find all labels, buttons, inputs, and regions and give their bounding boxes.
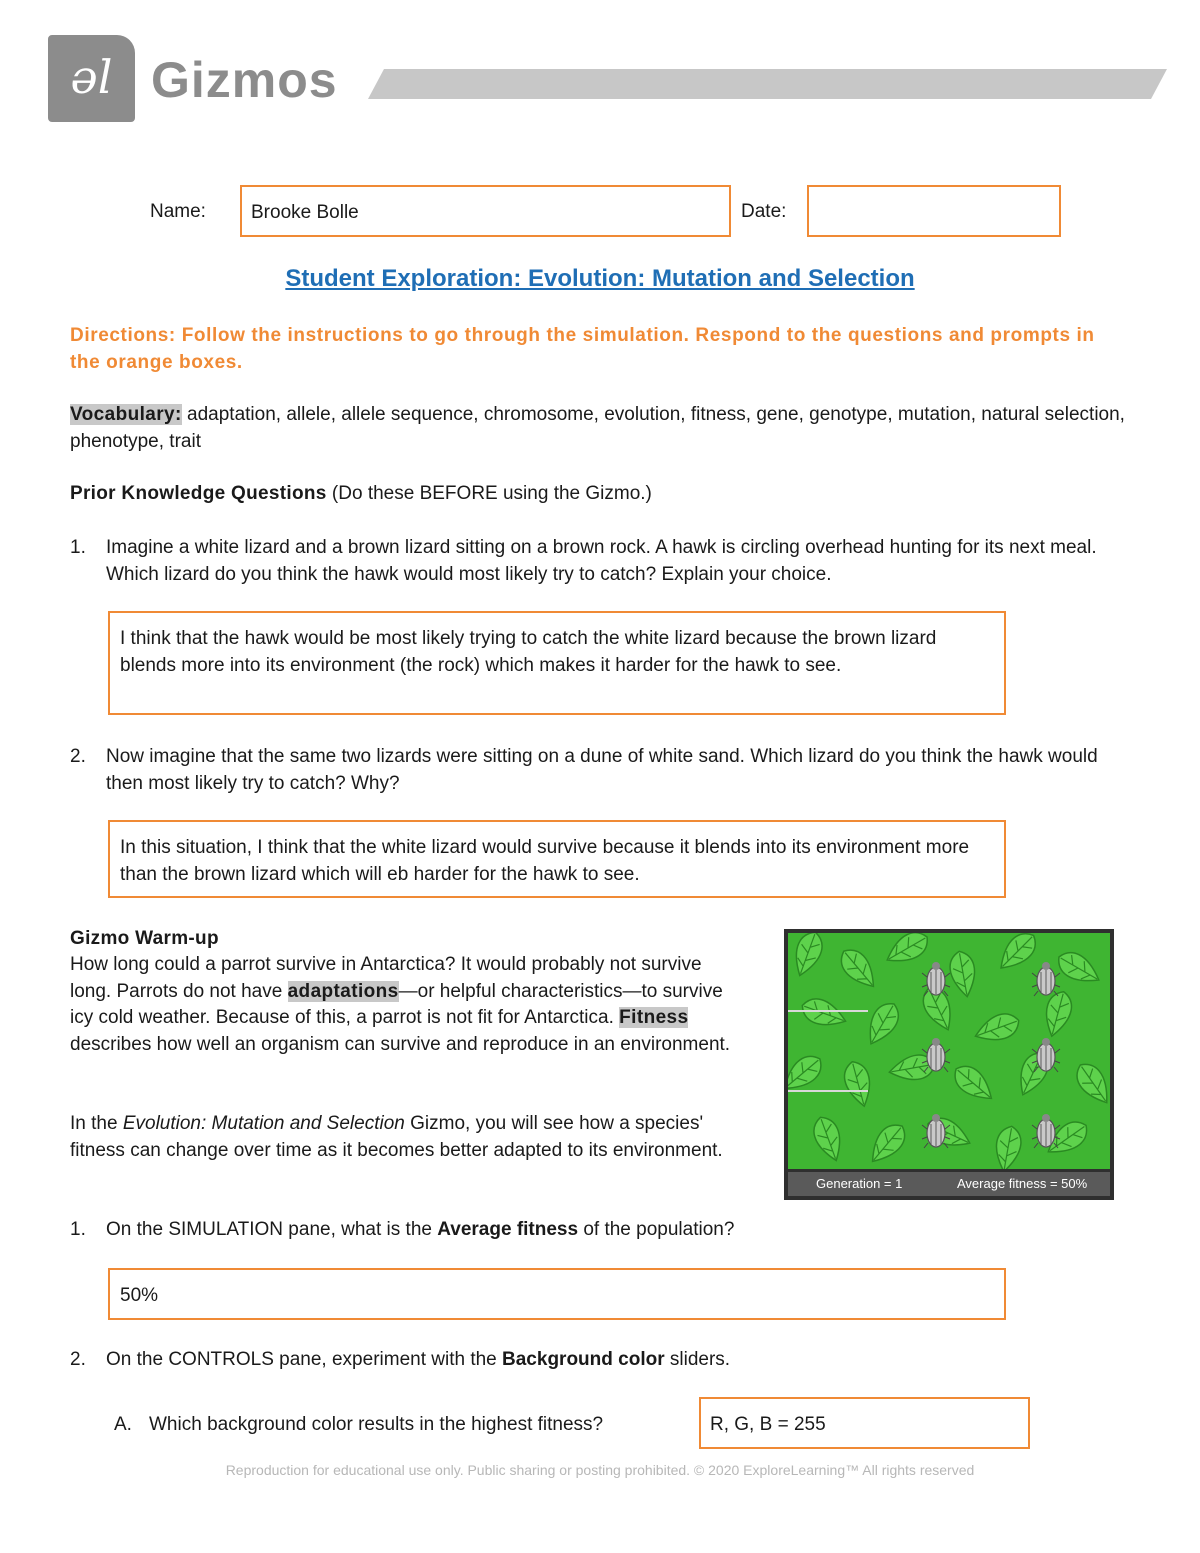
- header-bar: [368, 69, 1167, 99]
- answer-text: R, G, B = 255: [710, 1414, 826, 1435]
- question-number: 1.: [70, 1219, 86, 1240]
- question-text: [106, 1347, 1106, 1374]
- generation-readout: Generation = 1: [816, 1176, 903, 1191]
- sub-question-text: Which background color results in the highest fitness?: [149, 1414, 604, 1435]
- average-fitness-readout: Average fitness = 50%: [957, 1176, 1088, 1191]
- name-label: Name:: [150, 201, 206, 222]
- gizmo-name: Evolution: Mutation and Selection: [122, 1113, 405, 1134]
- answer-box[interactable]: [108, 1268, 1006, 1320]
- answer-box[interactable]: [108, 611, 1006, 715]
- question-text: Now imagine that the same two lizards were sitting on a dune of white sand. Which lizard do you think the hawk would then most likely try to catch? Why?: [106, 746, 1098, 794]
- warmup-text: How long could a parrot survive in Antarctica? It would probably not survive long. Parrots do not have: [70, 954, 702, 1002]
- copyright-footer: Reproduction for educational use only. Public sharing or posting prohibited. © 2020 ExploreLearning™ All rights reserved: [225, 1462, 975, 1478]
- simulation-background: [788, 933, 1110, 1169]
- explorelearning-logo: [48, 35, 135, 122]
- answer-text: I think that the hawk would be most likely trying to catch the white lizard because the brown lizard blends more into its environment (the rock) which makes it harder for the hawk to see.: [120, 628, 937, 676]
- warmup-text: —or helpful characteristics—to survive icy cold weather. Because of this, a parrot is not fit for Antarctica.: [70, 980, 723, 1028]
- term-fitness: Fitness: [619, 1007, 689, 1028]
- question-text: [106, 1217, 1106, 1244]
- answer-box[interactable]: [699, 1397, 1030, 1449]
- warmup-text: Gizmo, you will see how a species' fitness can change over time as it becomes better adapted to its environment.: [70, 1113, 723, 1161]
- date-label: Date:: [741, 201, 787, 222]
- date-field[interactable]: [807, 185, 1061, 237]
- warmup-paragraph-2: [70, 1111, 730, 1164]
- name-field[interactable]: [240, 185, 731, 237]
- prior-knowledge-heading: [70, 481, 1130, 508]
- simulation-status-bar: [788, 1172, 1110, 1196]
- name-value: Brooke Bolle: [251, 202, 359, 223]
- question-number: 2.: [70, 1349, 86, 1370]
- simulation-screenshot: [784, 929, 1114, 1200]
- question-emphasis: Average fitness: [437, 1219, 579, 1240]
- question-text: Imagine a white lizard and a brown lizard sitting on a brown rock. A hawk is circling overhead hunting for its next meal. Which lizard do you think the hawk would most likely try to catch? Explain your choice.: [106, 537, 1097, 585]
- question-emphasis: Background color: [502, 1349, 665, 1370]
- sub-question-letter: A.: [114, 1414, 132, 1435]
- question-part: On the SIMULATION pane, what is the: [106, 1219, 438, 1240]
- term-adaptations: adaptations: [287, 980, 399, 1002]
- page-title: Student Exploration: Evolution: Mutation and Selection: [285, 265, 915, 292]
- prior-note: (Do these BEFORE using the Gizmo.): [326, 483, 652, 504]
- question-number: 1.: [70, 537, 86, 558]
- question-part: On the CONTROLS pane, experiment with the: [106, 1349, 503, 1370]
- answer-box[interactable]: [108, 820, 1006, 898]
- logo-glyph: əl: [70, 50, 113, 104]
- warmup-text: In the: [70, 1113, 123, 1134]
- question-part: of the population?: [578, 1219, 735, 1240]
- warmup-heading: Gizmo Warm-up: [70, 928, 219, 949]
- leaf-pattern: [788, 933, 1110, 1169]
- directions: Directions: Follow the instructions to go through the simulation. Respond to the questions and prompts in the orange boxes.: [70, 325, 1095, 373]
- warmup-paragraph-1: [70, 952, 740, 1058]
- brand-name: Gizmos: [151, 52, 338, 108]
- vocabulary-label: Vocabulary:: [70, 404, 182, 425]
- question-number: 2.: [70, 746, 86, 767]
- vocabulary-text: adaptation, allele, allele sequence, chromosome, evolution, fitness, gene, genotype, mutation, natural selection, phenotype, trait: [70, 404, 1125, 452]
- answer-text: In this situation, I think that the white lizard would survive because it blends into its environment more than the brown lizard which will eb harder for the hawk to see.: [120, 837, 970, 885]
- vocabulary: [70, 402, 1130, 455]
- warmup-text: describes how well an organism can survive and reproduce in an environment.: [70, 1033, 731, 1055]
- answer-text: 50%: [120, 1285, 159, 1306]
- question-part: sliders.: [664, 1349, 731, 1370]
- prior-heading: Prior Knowledge Questions: [70, 483, 327, 504]
